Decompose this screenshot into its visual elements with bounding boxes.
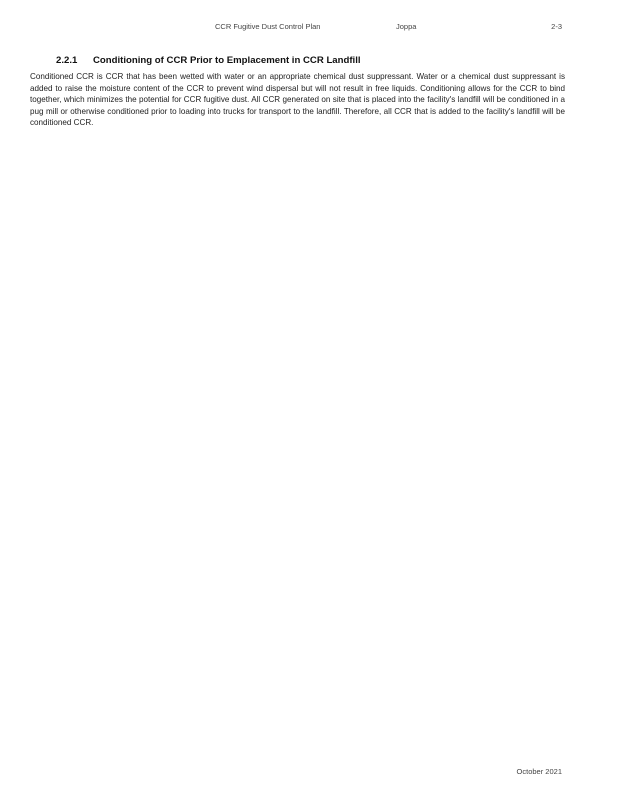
page-header <box>0 22 618 34</box>
section-body-paragraph: Conditioned CCR is CCR that has been wetted with water or an appropriate chemical dust suppressant. Water or a chemical dust suppressant is added to raise the moisture content of the CCR to prevent wind dispersal but will not result in free liquids. Conditioning allows for the CCR to bind together, which minimizes the potential for CCR fugitive dust. All CCR generated on site that is placed into the facility's landfill will be conditioned in a pug mill or otherwise conditioned prior to loading into trucks for transport to the landfill. Therefore, all CCR that is added to the facility's landfill will be conditioned CCR. <box>30 72 565 127</box>
header-page-number: 2-3 <box>551 22 562 31</box>
section-heading <box>56 55 565 66</box>
section-number: 2.2.1 <box>56 55 78 66</box>
page-footer-date: October 2021 <box>516 767 562 776</box>
header-plant-name: Joppa <box>396 22 417 31</box>
header-document-title: CCR Fugitive Dust Control Plan <box>215 22 321 31</box>
section-title: Conditioning of CCR Prior to Emplacement in CCR Landfill <box>93 55 361 66</box>
document-section <box>30 55 565 129</box>
